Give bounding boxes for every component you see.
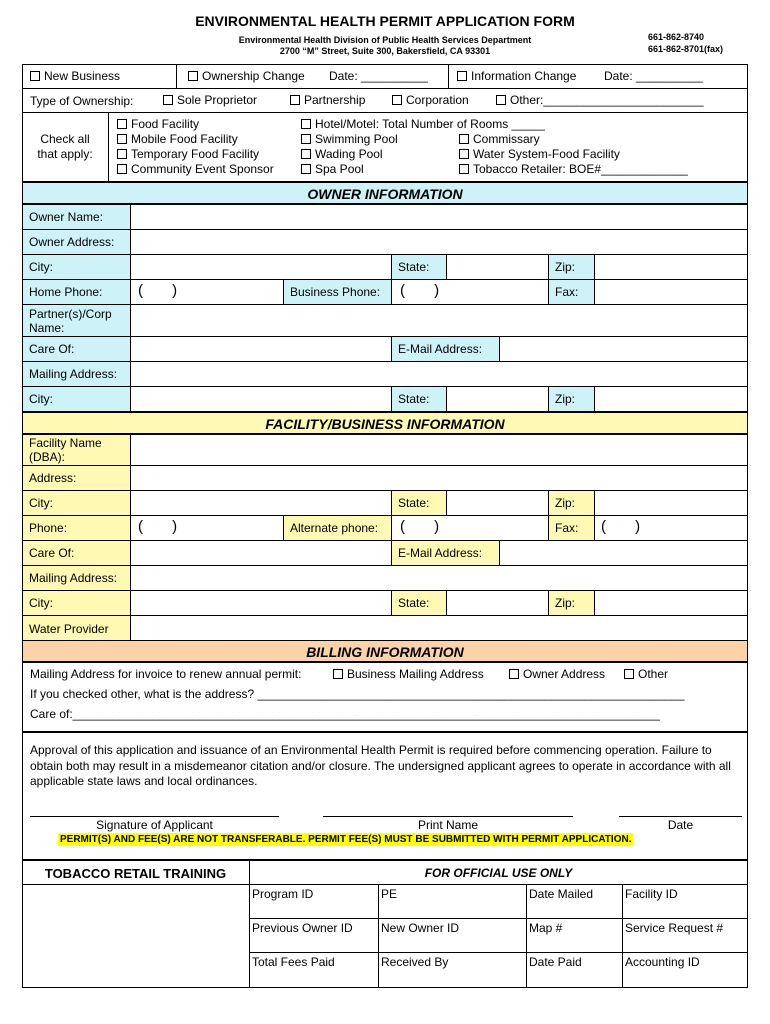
partners-line1: Partner(s)/Corp	[29, 307, 112, 321]
owner-zip-label: Zip:	[549, 255, 594, 279]
checkbox[interactable]	[117, 164, 127, 174]
partnership-option[interactable]	[290, 93, 365, 107]
facility-address-label: Address:	[23, 466, 130, 490]
facility-phone-label: Phone:	[23, 516, 130, 540]
partners-line2: Name:	[29, 321, 65, 335]
checkbox[interactable]	[496, 95, 506, 105]
checkbox[interactable]	[290, 95, 300, 105]
option-label: Wading Pool	[315, 147, 383, 161]
accounting-id-cell: Accounting ID	[625, 955, 700, 969]
map-number-cell: Map #	[529, 921, 563, 935]
date-label: Date	[667, 818, 694, 832]
information-change-label: Information Change	[471, 69, 577, 83]
owner-address-option[interactable]	[509, 667, 605, 681]
community-event-sponsor-option[interactable]	[117, 162, 274, 177]
owner-care-of-label: Care Of:	[23, 337, 130, 361]
option-label: Hotel/Motel: Total Number of Rooms _____	[315, 117, 545, 131]
information-change-date[interactable]: Date: __________	[604, 69, 703, 83]
owner-name-label: Owner Name:	[23, 205, 130, 229]
checkbox[interactable]	[30, 71, 40, 81]
ownership-type-label: Type of Ownership:	[30, 94, 134, 108]
facility-mailing-label: Mailing Address:	[23, 566, 130, 590]
facility-info-header: FACILITY/BUSINESS INFORMATION	[22, 412, 748, 434]
billing-care-of-line[interactable]: Care of:________________________________________________________________________________________	[30, 707, 660, 721]
option-label: Swimming Pool	[315, 132, 398, 146]
other-billing-option[interactable]	[624, 667, 668, 681]
option-label: Commissary	[473, 132, 540, 146]
partners-label	[23, 305, 130, 337]
partnership-label: Partnership	[304, 93, 366, 107]
check-all-label	[22, 132, 108, 162]
facility-name-line1: Facility Name	[29, 436, 102, 450]
checkbox[interactable]	[188, 71, 198, 81]
ownership-change-date[interactable]: Date: __________	[329, 69, 428, 83]
other-ownership-option[interactable]	[496, 93, 704, 107]
business-mailing-label: Business Mailing Address	[347, 667, 484, 681]
new-business-option[interactable]	[30, 69, 120, 83]
option-label: Community Event Sponsor	[131, 162, 274, 176]
received-by-cell: Received By	[381, 955, 449, 969]
option-label: Water System-Food Facility	[473, 147, 620, 161]
phone-number: 661-862-8740	[648, 32, 705, 42]
business-phone-label: Business Phone:	[284, 280, 391, 304]
option-label: Temporary Food Facility	[131, 147, 260, 161]
hotel-motel-option[interactable]	[301, 117, 545, 132]
checkbox[interactable]	[459, 164, 469, 174]
facility-types-col3	[459, 132, 688, 177]
owner-address-label: Owner Address:	[23, 230, 130, 254]
food-facility-option[interactable]	[117, 117, 274, 132]
facility-care-of-label: Care Of:	[23, 541, 130, 565]
contact-numbers	[648, 31, 723, 55]
alternate-phone-area-code[interactable]: ( )	[400, 518, 440, 535]
service-request-cell: Service Request #	[625, 921, 724, 935]
facility-fax-area-code[interactable]: ( )	[601, 518, 641, 535]
fax-number: 661-862-8701(fax)	[648, 44, 724, 54]
business-mailing-option[interactable]	[333, 667, 484, 681]
facility-id-cell: Facility ID	[625, 887, 678, 901]
checkbox[interactable]	[624, 669, 634, 679]
facility-fax-label: Fax:	[549, 516, 594, 540]
ownership-change-label: Ownership Change	[202, 69, 305, 83]
owner-email-label: E-Mail Address:	[392, 337, 499, 361]
pe-cell: PE	[381, 887, 398, 901]
tobacco-retailer-option[interactable]	[459, 162, 688, 177]
print-name-line[interactable]	[323, 816, 573, 817]
signature-label: Signature of Applicant	[96, 818, 213, 832]
checkbox[interactable]	[301, 164, 311, 174]
signature-line[interactable]	[30, 816, 279, 817]
total-fees-paid-cell: Total Fees Paid	[252, 955, 335, 969]
facility-zip-label: Zip:	[549, 491, 594, 515]
owner-fax-label: Fax:	[549, 280, 594, 304]
corporation-label: Corporation	[406, 93, 469, 107]
owner-zip2-label: Zip:	[549, 387, 594, 411]
checkbox[interactable]	[301, 149, 311, 159]
new-business-label: New Business	[44, 69, 121, 83]
owner-info-header: OWNER INFORMATION	[22, 182, 748, 204]
facility-types-col1	[117, 117, 274, 177]
facility-city2-label: City:	[23, 591, 130, 615]
non-transferable-notice: PERMIT(S) AND FEE(S) ARE NOT TRANSFERABLE. PERMIT FEE(S) MUST BE SUBMITTED WITH PERMIT APPLICATION.	[60, 834, 632, 845]
department-line: Environmental Health Division of Public Health Services Department	[238, 35, 532, 45]
home-phone-label: Home Phone:	[23, 280, 130, 304]
mobile-food-facility-option[interactable]	[117, 132, 274, 147]
commissary-option[interactable]	[459, 132, 688, 147]
checkbox[interactable]	[333, 669, 343, 679]
checkbox[interactable]	[301, 134, 311, 144]
facility-zip2-label: Zip:	[549, 591, 594, 615]
facility-phone-area-code[interactable]: ( )	[138, 518, 178, 535]
alternate-phone-label: Alternate phone:	[284, 516, 391, 540]
owner-mailing-label: Mailing Address:	[23, 362, 130, 386]
other-ownership-label: Other:________________________	[510, 93, 704, 107]
owner-city2-label: City:	[23, 387, 130, 411]
facility-name-line2: (DBA):	[29, 450, 65, 464]
checkbox[interactable]	[459, 149, 469, 159]
checkbox[interactable]	[163, 95, 173, 105]
owner-state-label: State:	[392, 255, 446, 279]
form-title: ENVIRONMENTAL HEALTH PERMIT APPLICATION FORM	[195, 13, 575, 29]
facility-email-label: E-Mail Address:	[392, 541, 499, 565]
option-label: Tobacco Retailer: BOE#_____________	[473, 162, 688, 176]
facility-name-label	[23, 435, 130, 465]
checkbox[interactable]	[392, 95, 402, 105]
checkbox[interactable]	[301, 119, 311, 129]
new-owner-id-cell: New Owner ID	[381, 921, 460, 935]
address-line: 2700 “M” Street, Suite 300, Bakersfield, CA 93301	[279, 46, 491, 56]
water-provider-label: Water Provider	[23, 616, 130, 641]
owner-state2-label: State:	[392, 387, 446, 411]
checkbox[interactable]	[117, 149, 127, 159]
option-label: Spa Pool	[315, 162, 364, 176]
business-phone-area-code[interactable]: ( )	[400, 282, 440, 299]
check-all-line1: Check all	[40, 132, 90, 146]
checkbox[interactable]	[509, 669, 519, 679]
facility-state2-label: State:	[392, 591, 446, 615]
checkbox[interactable]	[117, 119, 127, 129]
billing-mailing-question: Mailing Address for invoice to renew annual permit:	[30, 667, 302, 681]
date-line[interactable]	[619, 816, 742, 817]
print-name-label: Print Name	[417, 818, 479, 832]
temporary-food-facility-option[interactable]	[117, 147, 274, 162]
previous-owner-id-cell: Previous Owner ID	[252, 921, 353, 935]
sole-proprietor-option[interactable]	[163, 93, 257, 107]
option-label: Mobile Food Facility	[131, 132, 238, 146]
official-use-title: FOR OFFICIAL USE ONLY	[424, 866, 573, 880]
program-id-cell: Program ID	[252, 887, 314, 901]
checkbox[interactable]	[117, 134, 127, 144]
other-address-line[interactable]: If you checked other, what is the address? ________________________________________________________________	[30, 687, 685, 701]
facility-state-label: State:	[392, 491, 446, 515]
sole-proprietor-label: Sole Proprietor	[177, 93, 258, 107]
check-all-line2: that apply:	[37, 147, 93, 161]
approval-text: Approval of this application and issuance of an Environmental Health Permit is required before commencing operation. Failure to obtain both may result in a misdemeanor citation and/or closure. The undersigned applicant agrees to operate in accordance with all applicable state laws and local ordinances.	[30, 743, 731, 788]
other-billing-label: Other	[638, 667, 669, 681]
option-label: Food Facility	[131, 117, 200, 131]
tobacco-training-label: TOBACCO RETAIL TRAINING	[44, 866, 227, 881]
date-mailed-cell: Date Mailed	[529, 887, 594, 901]
date-paid-cell: Date Paid	[529, 955, 582, 969]
checkbox[interactable]	[459, 134, 469, 144]
water-system-option[interactable]	[459, 147, 688, 162]
corporation-option[interactable]	[392, 93, 469, 107]
checkbox[interactable]	[457, 71, 467, 81]
information-change-option[interactable]	[457, 69, 576, 83]
facility-city-label: City:	[23, 491, 130, 515]
owner-city-label: City:	[23, 255, 130, 279]
owner-address-label: Owner Address	[523, 667, 606, 681]
ownership-change-option[interactable]	[188, 69, 305, 83]
home-phone-area-code[interactable]: ( )	[138, 282, 178, 299]
billing-info-header: BILLING INFORMATION	[22, 640, 748, 662]
